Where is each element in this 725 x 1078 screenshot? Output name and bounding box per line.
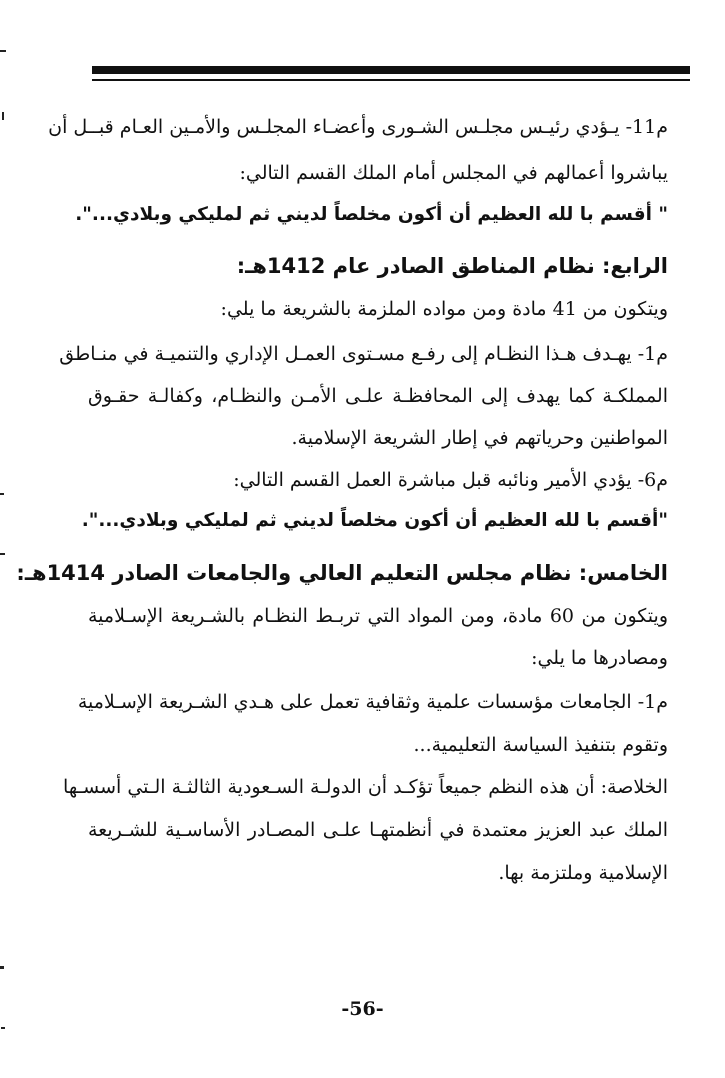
oath-quote: "أقسم با لله العظيم أن أكون مخلصاً لديني ثم لمليكي وبلادي...".: [81, 510, 668, 531]
section-heading: الخامس: نظام مجلس التعليم العالي والجامعات الصادر 1414هـ:: [16, 561, 668, 585]
text-line: المواطنين وحرياتهم في إطار الشريعة الإسلامية.: [291, 427, 668, 449]
section-heading: الرابع: نظام المناطق الصادر عام 1412هـ:: [236, 254, 668, 278]
summary-line: الملك عبد العزيز معتمدة في أنظمتهـا علـى المصـادر الأساسـية للشـريعة: [88, 819, 668, 841]
text-line: م6- يؤدي الأمير ونائبه قبل مباشرة العمل القسم التالي:: [233, 469, 668, 491]
text-line: يباشروا أعمالهم في المجلس أمام الملك القسم التالي:: [239, 162, 668, 184]
text-line: ويتكون من 60 مادة، ومن المواد التي تربـط النظـام بالشـريعة الإسـلامية: [88, 605, 668, 627]
scan-mark: [2, 112, 4, 120]
text-line: م11- يـؤدي رئيـس مجلـس الشـورى وأعضـاء المجلـس والأمـين العـام قبــل أن: [48, 116, 668, 138]
scan-mark: [1, 1027, 5, 1029]
scan-mark: [0, 553, 5, 555]
oath-quote: " أقسم با لله العظيم أن أكون مخلصاً لديني ثم لمليكي وبلادي...".: [75, 204, 668, 225]
summary-line: الخلاصة: أن هذه النظم جميعاً تؤكـد أن الدولـة السـعودية الثالثـة الـتي أسسـها: [63, 776, 668, 798]
page-number: -56-: [341, 998, 384, 1020]
scan-mark: [0, 966, 4, 969]
header-rule-thick: [92, 66, 690, 74]
summary-line: الإسلامية وملتزمة بها.: [498, 862, 668, 884]
text-line: ويتكون من 41 مادة ومن مواده الملزمة بالشريعة ما يلي:: [220, 298, 668, 320]
text-line: م1- يهـدف هـذا النظـام إلى رفـع مسـتوى العمـل الإداري والتنميـة في منـاطق: [59, 343, 668, 365]
text-line: م1- الجامعات مؤسسات علمية وثقافية تعمل على هـدي الشـريعة الإسـلامية: [77, 691, 668, 713]
text-line: وتقوم بتنفيذ السياسة التعليمية...: [413, 734, 668, 756]
scan-mark: [0, 493, 4, 495]
header-rule-thin: [92, 79, 690, 81]
text-line: المملكـة كما يهدف إلى المحافظـة علـى الأمـن والنظـام، وكفالـة حقـوق: [88, 385, 668, 407]
scan-mark: [0, 50, 6, 52]
text-line: ومصادرها ما يلي:: [531, 647, 668, 669]
